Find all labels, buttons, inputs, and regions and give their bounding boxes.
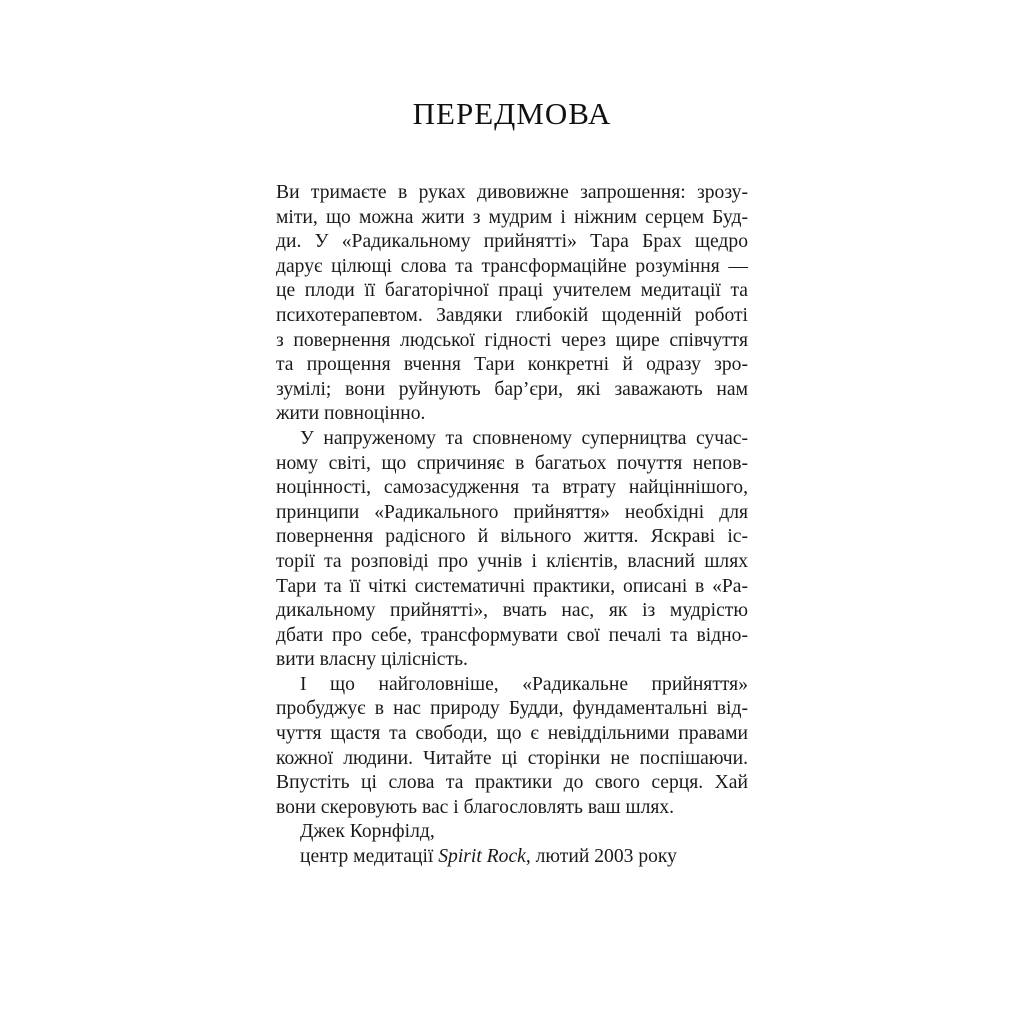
text-line: У напруженому та сповненому суперництва сучас- [300, 427, 748, 449]
text-line: ноцінності, самозасудження та втрату найціннішого, [276, 477, 748, 499]
text-line: та прощення вчення Тари конкретні й одразу зро- [276, 354, 748, 376]
text-line: кожної людини. Читайте ці сторінки не поспішаючи. [276, 747, 748, 769]
paragraph-1 [276, 181, 748, 427]
page-title: ПЕРЕДМОВА [412, 96, 612, 131]
text-line: це плоди її багаторічної праці учителем медитації та [276, 280, 748, 302]
text-line: ди. У «Радикальному прийнятті» Тара Брах щедро [276, 231, 748, 253]
text-line: вити власну цілісність. [276, 649, 468, 671]
signature-place [276, 845, 748, 870]
signature-place-name: Spirit Rock [438, 846, 526, 868]
text-line: психотерапевтом. Завдяки глибокій щоденній роботі [276, 304, 748, 326]
text-line: Ви тримаєте в руках дивовижне запрошення: зрозу- [276, 182, 748, 203]
signature [276, 820, 748, 869]
text-line: жити повноцінно. [276, 403, 426, 425]
text-line: зумілі; вони руйнують бар’єри, які заважають нам [276, 378, 748, 400]
text-line: пробуджує в нас природу Будди, фундаментальні від- [276, 698, 748, 720]
text-line: міти, що можна жити з мудрим і ніжним серцем Буд- [276, 206, 748, 228]
foreword-body [276, 181, 748, 870]
paragraph-2 [276, 427, 748, 673]
text-line: ному світі, що спричиняє в багатьох почуття непов- [276, 452, 748, 474]
text-line: вони скеровують вас і благословлять ваш шлях. [276, 796, 675, 818]
text-line: торії та розповіді про учнів і клієнтів, власний шлях [276, 550, 748, 572]
signature-author: Джек Корнфілд, [300, 821, 435, 843]
text-line: принципи «Радикального прийняття» необхідні для [276, 501, 748, 523]
text-line: з повернення людської гідності через щире співчуття [276, 329, 748, 351]
paragraph-3 [276, 673, 748, 821]
signature-place-prefix: центр медитації [300, 846, 439, 868]
text-line: повернення радісного й вільного життя. Яскраві іс- [276, 526, 748, 548]
text-line: чуття щастя та свободи, що є невіддільними правами [276, 723, 748, 745]
signature-date: , лютий 2003 року [525, 846, 677, 868]
text-line: Впустіть ці слова та практики до свого серця. Хай [276, 772, 748, 794]
text-line: І що найголовніше, «Радикальне прийняття» [300, 673, 748, 695]
text-line: дбати про себе, трансформувати свої печалі та відно- [276, 624, 748, 646]
text-line: дарує цілющі слова та трансформаційне розуміння — [276, 255, 748, 277]
text-line: дикальному прийнятті», вчать нас, як із мудрістю [276, 600, 748, 622]
text-line: Тари та її чіткі систематичні практики, описані в «Ра- [276, 575, 748, 597]
